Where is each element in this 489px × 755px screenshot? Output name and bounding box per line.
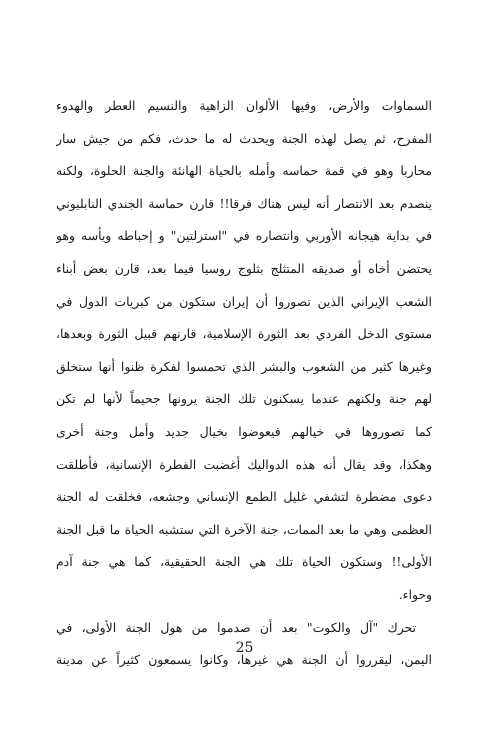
text-line: محاربا وهو في قمة حماسه وأمله بالحياة الهانئة والجنة الحلوة، ولكنه <box>56 163 432 179</box>
text-line: كما تصوروها في خيالهم فيعوضوا بخيال جديد وأمل وجنة أخرى <box>56 423 432 439</box>
text-line: تحرك "آل والكوت" بعد أن صدموا من هول الجنة الأولى، في <box>56 619 416 635</box>
text-line: في بداية هيجانه الأوربي وانتصاره في "استرلتين" و إحباطه ويأسه وهو <box>56 228 432 244</box>
text-line: الأولى!! وستكون الحياة تلك هي الجنة الحقيقية، كما هي جنة آدم <box>56 554 432 570</box>
text-line: دعوى مضطرة لتشفي غليل الطمع الإنساني وجشعه، فخلقت له الجنة <box>56 489 432 505</box>
page-number: 25 <box>235 640 254 656</box>
text-line: الشعب الإيراني الذين تصوروا أن إيران ستكون من كبريات الدول في <box>56 293 432 309</box>
text-line: لهم جنة ولكنهم عندما يسكنون تلك الجنة يرونها جحيماً لأنها لم تكن <box>56 391 432 407</box>
body-text <box>56 90 432 677</box>
text-line: المفرح، ثم يصل لهذه الجنة ويحدث له ما حدث، فكم من جيش سار <box>56 130 432 146</box>
text-line: العظمى وهي ما بعد الممات، جنة الآخرة التي ستشبه الحياة ما قبل الجنة <box>56 521 432 537</box>
text-line: اليمن، ليقرروا أن الجنة هي غيرها، وكانوا يسمعون كثيراً عن مدينة <box>56 652 432 668</box>
text-line: ينصدم بعد الانتصار أنه ليس هناك فرقا!! قارن حماسة الجندي النابليوني <box>56 195 432 211</box>
text-line: مستوى الدخل الفردي بعد الثورة الإسلامية، قارنهم قبيل الثورة وبعدها، <box>56 326 432 342</box>
text-line: يحتضن أخاه أو صديقه المتثلج بثلوج روسيا فيما بعد، قارن بعض أبناء <box>56 260 432 276</box>
text-line: وهكذا، وقد يقال أنه هذه الدواليك أغضبت الفطرة الإنسانية، فأطلقت <box>56 456 432 472</box>
text-line: وغيرها كثير من الشعوب والبشر الذي تحمسوا لفكرة ظنوا أنها ستخلق <box>56 358 432 374</box>
text-line: السماوات والأرض، وفيها الألوان الزاهية والنسيم العطر والهدوء <box>56 98 432 113</box>
text-line: وحواء. <box>398 586 432 602</box>
